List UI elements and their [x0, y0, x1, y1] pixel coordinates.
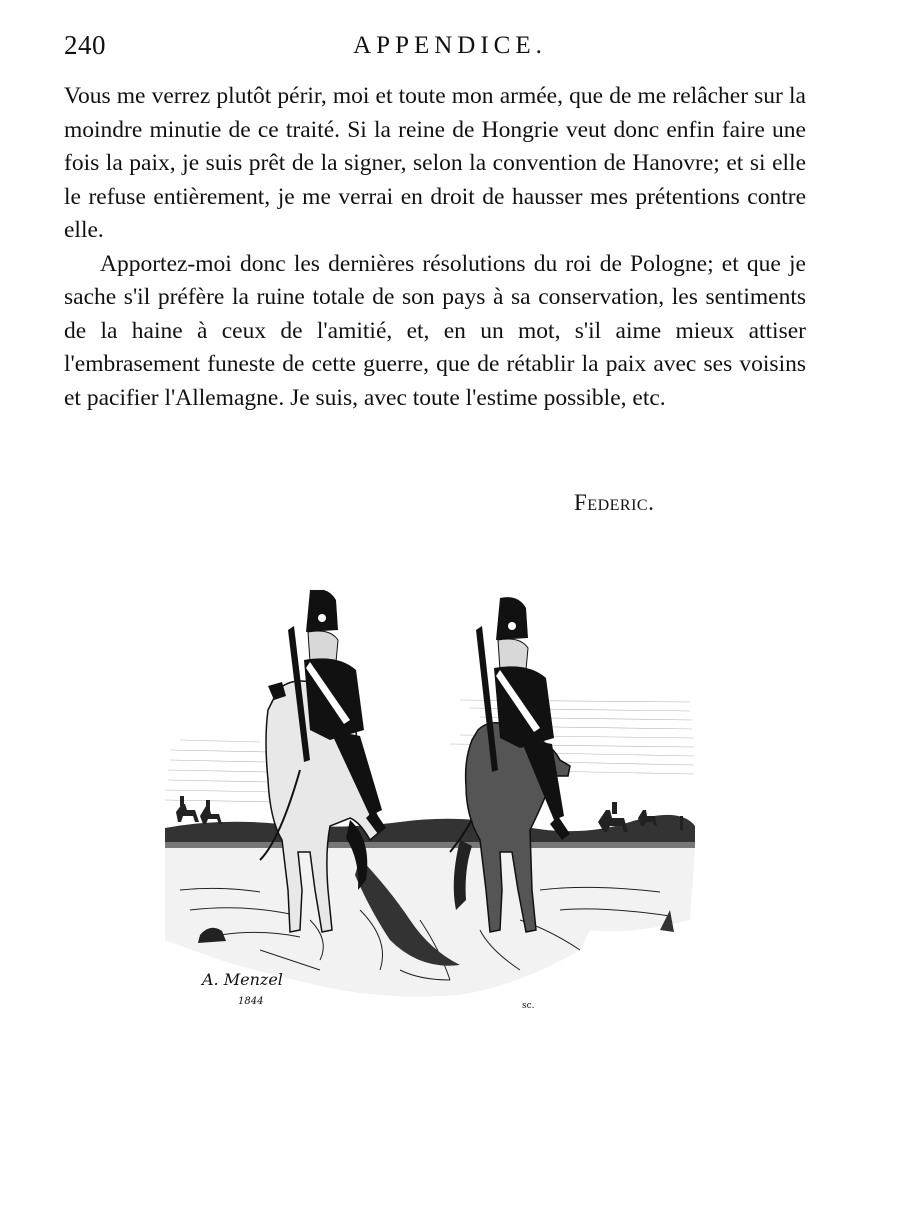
- svg-text:A. Menzel: A. Menzel: [202, 970, 283, 989]
- running-title: APPENDICE.: [353, 32, 547, 59]
- paragraph-2: Apportez-moi donc les dernières résolutions du roi de Pologne; et que je sache s'il préfère la ruine totale de son pays à sa conservation, les sentiments de la haine à ceux de l'amitié, et, en un mot, s'il aime mieux attiser l'embrasement funeste de cette guerre, que de rétablir la paix avec ses voisins et pacifier l'Allemagne. Je suis, avec toute l'estime possible, etc.: [64, 250, 806, 411]
- letter-body: [64, 80, 806, 415]
- signature: Federic.: [574, 490, 655, 515]
- paragraph-1: Vous me verrez plutôt périr, moi et toute mon armée, que de me relâcher sur la moindre minutie de ce traité. Si la reine de Hongrie veut donc enfin faire une fois la paix, je suis prêt de la signer, selon la convention de Hanovre; et si elle le refuse entièrement, je me verrai en droit de hausser mes prétentions contre elle.: [64, 83, 806, 243]
- sky-hatching: [165, 700, 694, 802]
- engraving-illustration: [160, 590, 700, 1030]
- page-number: 240: [64, 30, 106, 60]
- svg-text:1844: 1844: [238, 996, 264, 1007]
- two-hussars-engraving: [160, 590, 700, 1030]
- svg-text:sc.: sc.: [522, 1001, 535, 1011]
